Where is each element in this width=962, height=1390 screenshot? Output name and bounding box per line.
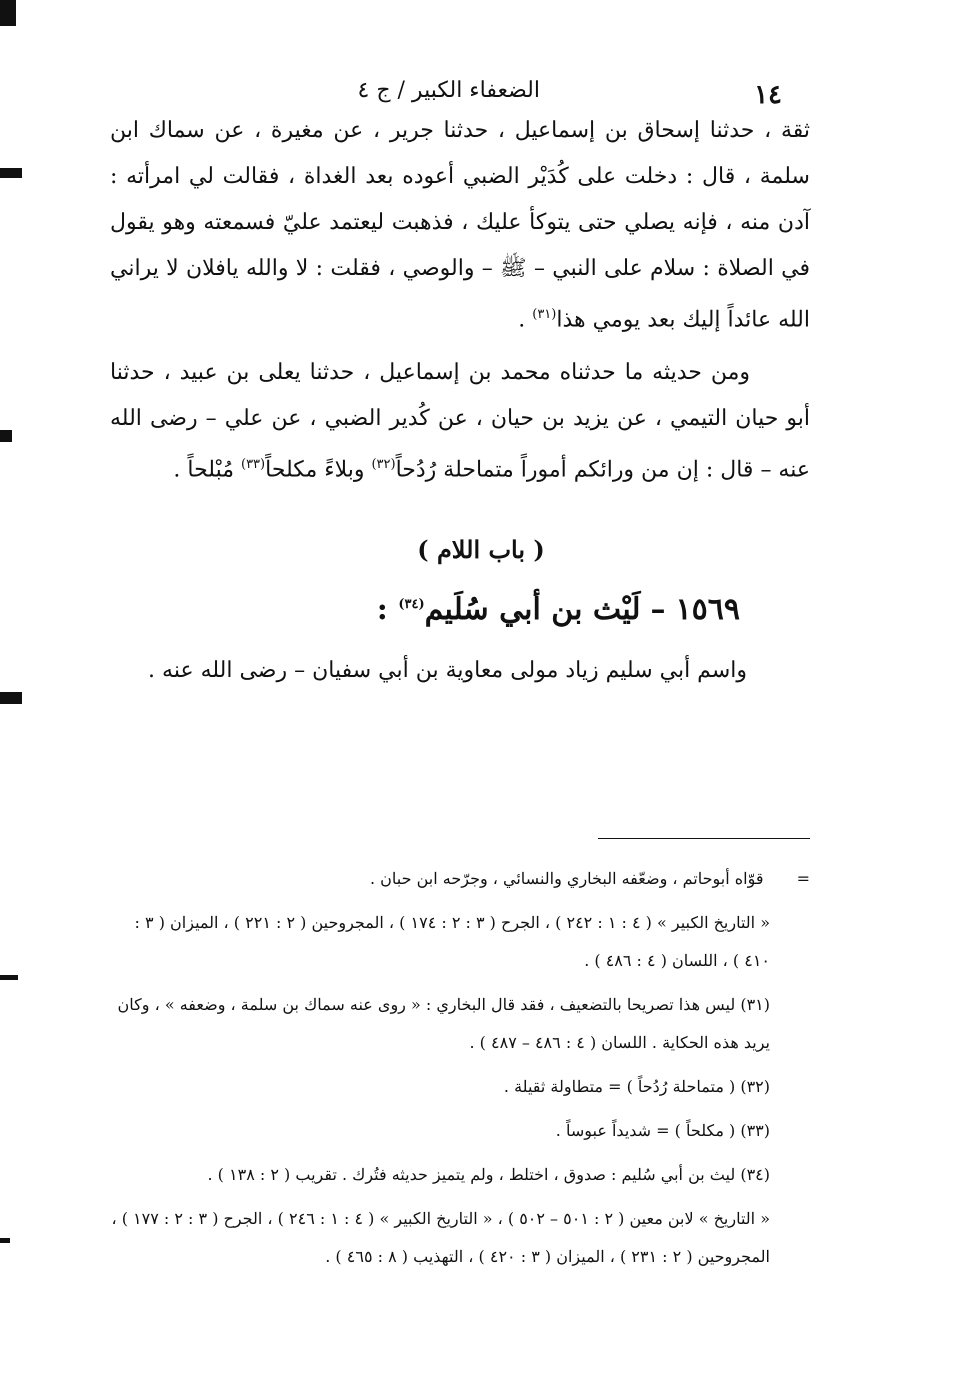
entry-note: واسم أبي سليم زياد مولى معاوية بن أبي سفيان – رضى الله عنه .: [148, 658, 747, 683]
paragraph-2-text: وبلاءً مكلحاً: [265, 457, 372, 483]
footnote-text: قوّاه أبوحاتم ، وضعّفه البخاري والنسائي ، وجرّحه ابن حبان .: [370, 869, 764, 888]
footnote-marker: (٣٢): [740, 1077, 770, 1096]
footnote-ref-31: (٣١): [532, 307, 557, 322]
paragraph-2-end: مُبْلحاً .: [173, 457, 241, 483]
footnote-marker: =: [796, 869, 810, 888]
footnote-divider: [598, 838, 810, 839]
footnote-ref-34: (٣٤): [398, 597, 425, 612]
entry-heading: [377, 592, 740, 627]
paragraph-2-text: عنه – قال : إن من ورائكم أموراً متماحلة رُدُحاً: [395, 457, 810, 483]
footnote-marker: (٣٣): [740, 1121, 770, 1140]
footnote-31: [110, 986, 810, 1062]
paragraph-2: [110, 350, 810, 493]
scan-mark-edge: [0, 692, 22, 704]
footnote-marker: (٣١): [740, 995, 770, 1014]
footnote-32: [110, 1068, 810, 1106]
entry-name: لَيْث بن أبي سُلَيم: [424, 592, 641, 627]
paragraph-2-text: ومن حديثه ما حدثناه محمد بن إسماعيل ، حدثنا يعلى بن عبيد ، حدثنا: [110, 360, 750, 385]
footnote-text: ( متماحلة رُدُحاً ) = متطاولة ثقيلة .: [503, 1077, 736, 1096]
paragraph-1-text: امرأته : آدن منه ، فإنه يصلي حتى يتوكأ عليك ، فذهبت ليعتمد عليّ فسمعته: [110, 164, 810, 235]
paragraph-2-text: أبو حيان التيمي ، عن يزيد بن حيان ، عن كُدير الضبي ، عن علي – رضى الله: [110, 406, 810, 431]
footnote-ref-33: (٣٣): [240, 457, 266, 472]
footnotes: [110, 860, 810, 1282]
footnote-text: « التاريخ الكبير » ( ٤ : ١ : ٢٤٢ ) ، الجرح ( ٣ : ٢ : ١٧٤ ) ، المجروحين ( ٢ : ٢٢١ ) ، الميزان ( ٣ : ٤١٠ ) ، اللسان ( ٤ : ٤٨٦ ) .: [134, 913, 770, 970]
paragraph-1-end: .: [518, 307, 533, 333]
footnote-continuation: [110, 860, 810, 898]
entry-colon: :: [376, 592, 388, 627]
footnote-33: [110, 1112, 810, 1150]
paragraph-1-text: ابن سلمة ، قال : دخلت على كُدَيْر الضبي أعوده بعد الغداة ، فقالت لي: [110, 118, 810, 189]
scan-mark-edge: [0, 430, 12, 442]
scan-mark-edge: [0, 975, 18, 980]
section-heading: ( باب اللام ): [417, 535, 545, 564]
scan-mark-edge: [0, 168, 22, 178]
paragraph-1-text: يافلان لا يراني الله عائداً إليك بعد يومي هذا: [110, 256, 810, 333]
paragraph-1-text: ثقة ، حدثنا إسحاق بن إسماعيل ، حدثنا جرير ، عن مغيرة ، عن سماك: [148, 118, 810, 143]
footnote-text: ليث بن أبي سُليم : صدوق ، اختلط ، ولم يتميز حديثه فتُرك . تقريب ( ٢ : ١٣٨ ) .: [207, 1165, 736, 1184]
footnote-34-sources: [110, 1200, 810, 1276]
entry-number: ١٥٦٩: [675, 592, 740, 627]
footnote-text: « التاريخ » لابن معين ( ٢ : ٥٠١ – ٥٠٢ ) ، « التاريخ الكبير » ( ٤ : ١ : ٢٤٦ ) ، الجرح ( ٣ : ٢ : ١٧٧ ) ، المجروحين ( ٢ : ٢٣١ ) ، الميزان ( ٣ : ٤٢٠ ) ، التهذيب ( ٨ : ٤٦٥ ) .: [111, 1209, 770, 1266]
page-number: ١٤: [754, 80, 782, 110]
footnote-34: [110, 1156, 810, 1194]
footnote-marker: (٣٤): [740, 1165, 770, 1184]
footnote-continuation: [110, 904, 810, 980]
scan-mark-corner: [0, 0, 16, 26]
footnote-text: ( مكلحاً ) = شديداً عبوساً .: [555, 1121, 736, 1140]
scan-mark-edge: [0, 1238, 10, 1243]
paragraph-1: [110, 108, 810, 343]
entry-separator: –: [650, 592, 666, 627]
footnote-ref-32: (٣٢): [371, 457, 396, 472]
footnote-text: ليس هذا تصريحا بالتضعيف ، فقد قال البخاري : « روى عنه سماك بن سلمة ، وضعفه » ، وكان يريد هذه الحكاية . اللسان ( ٤ : ٤٨٦ – ٤٨٧ ) .: [117, 995, 770, 1052]
paragraph-1-text: وهو يقول في الصلاة : سلام على النبي – ﷺ – والوصي ، فقلت : لا والله: [110, 210, 810, 281]
running-title: الضعفاء الكبير / ج ٤: [357, 78, 540, 103]
